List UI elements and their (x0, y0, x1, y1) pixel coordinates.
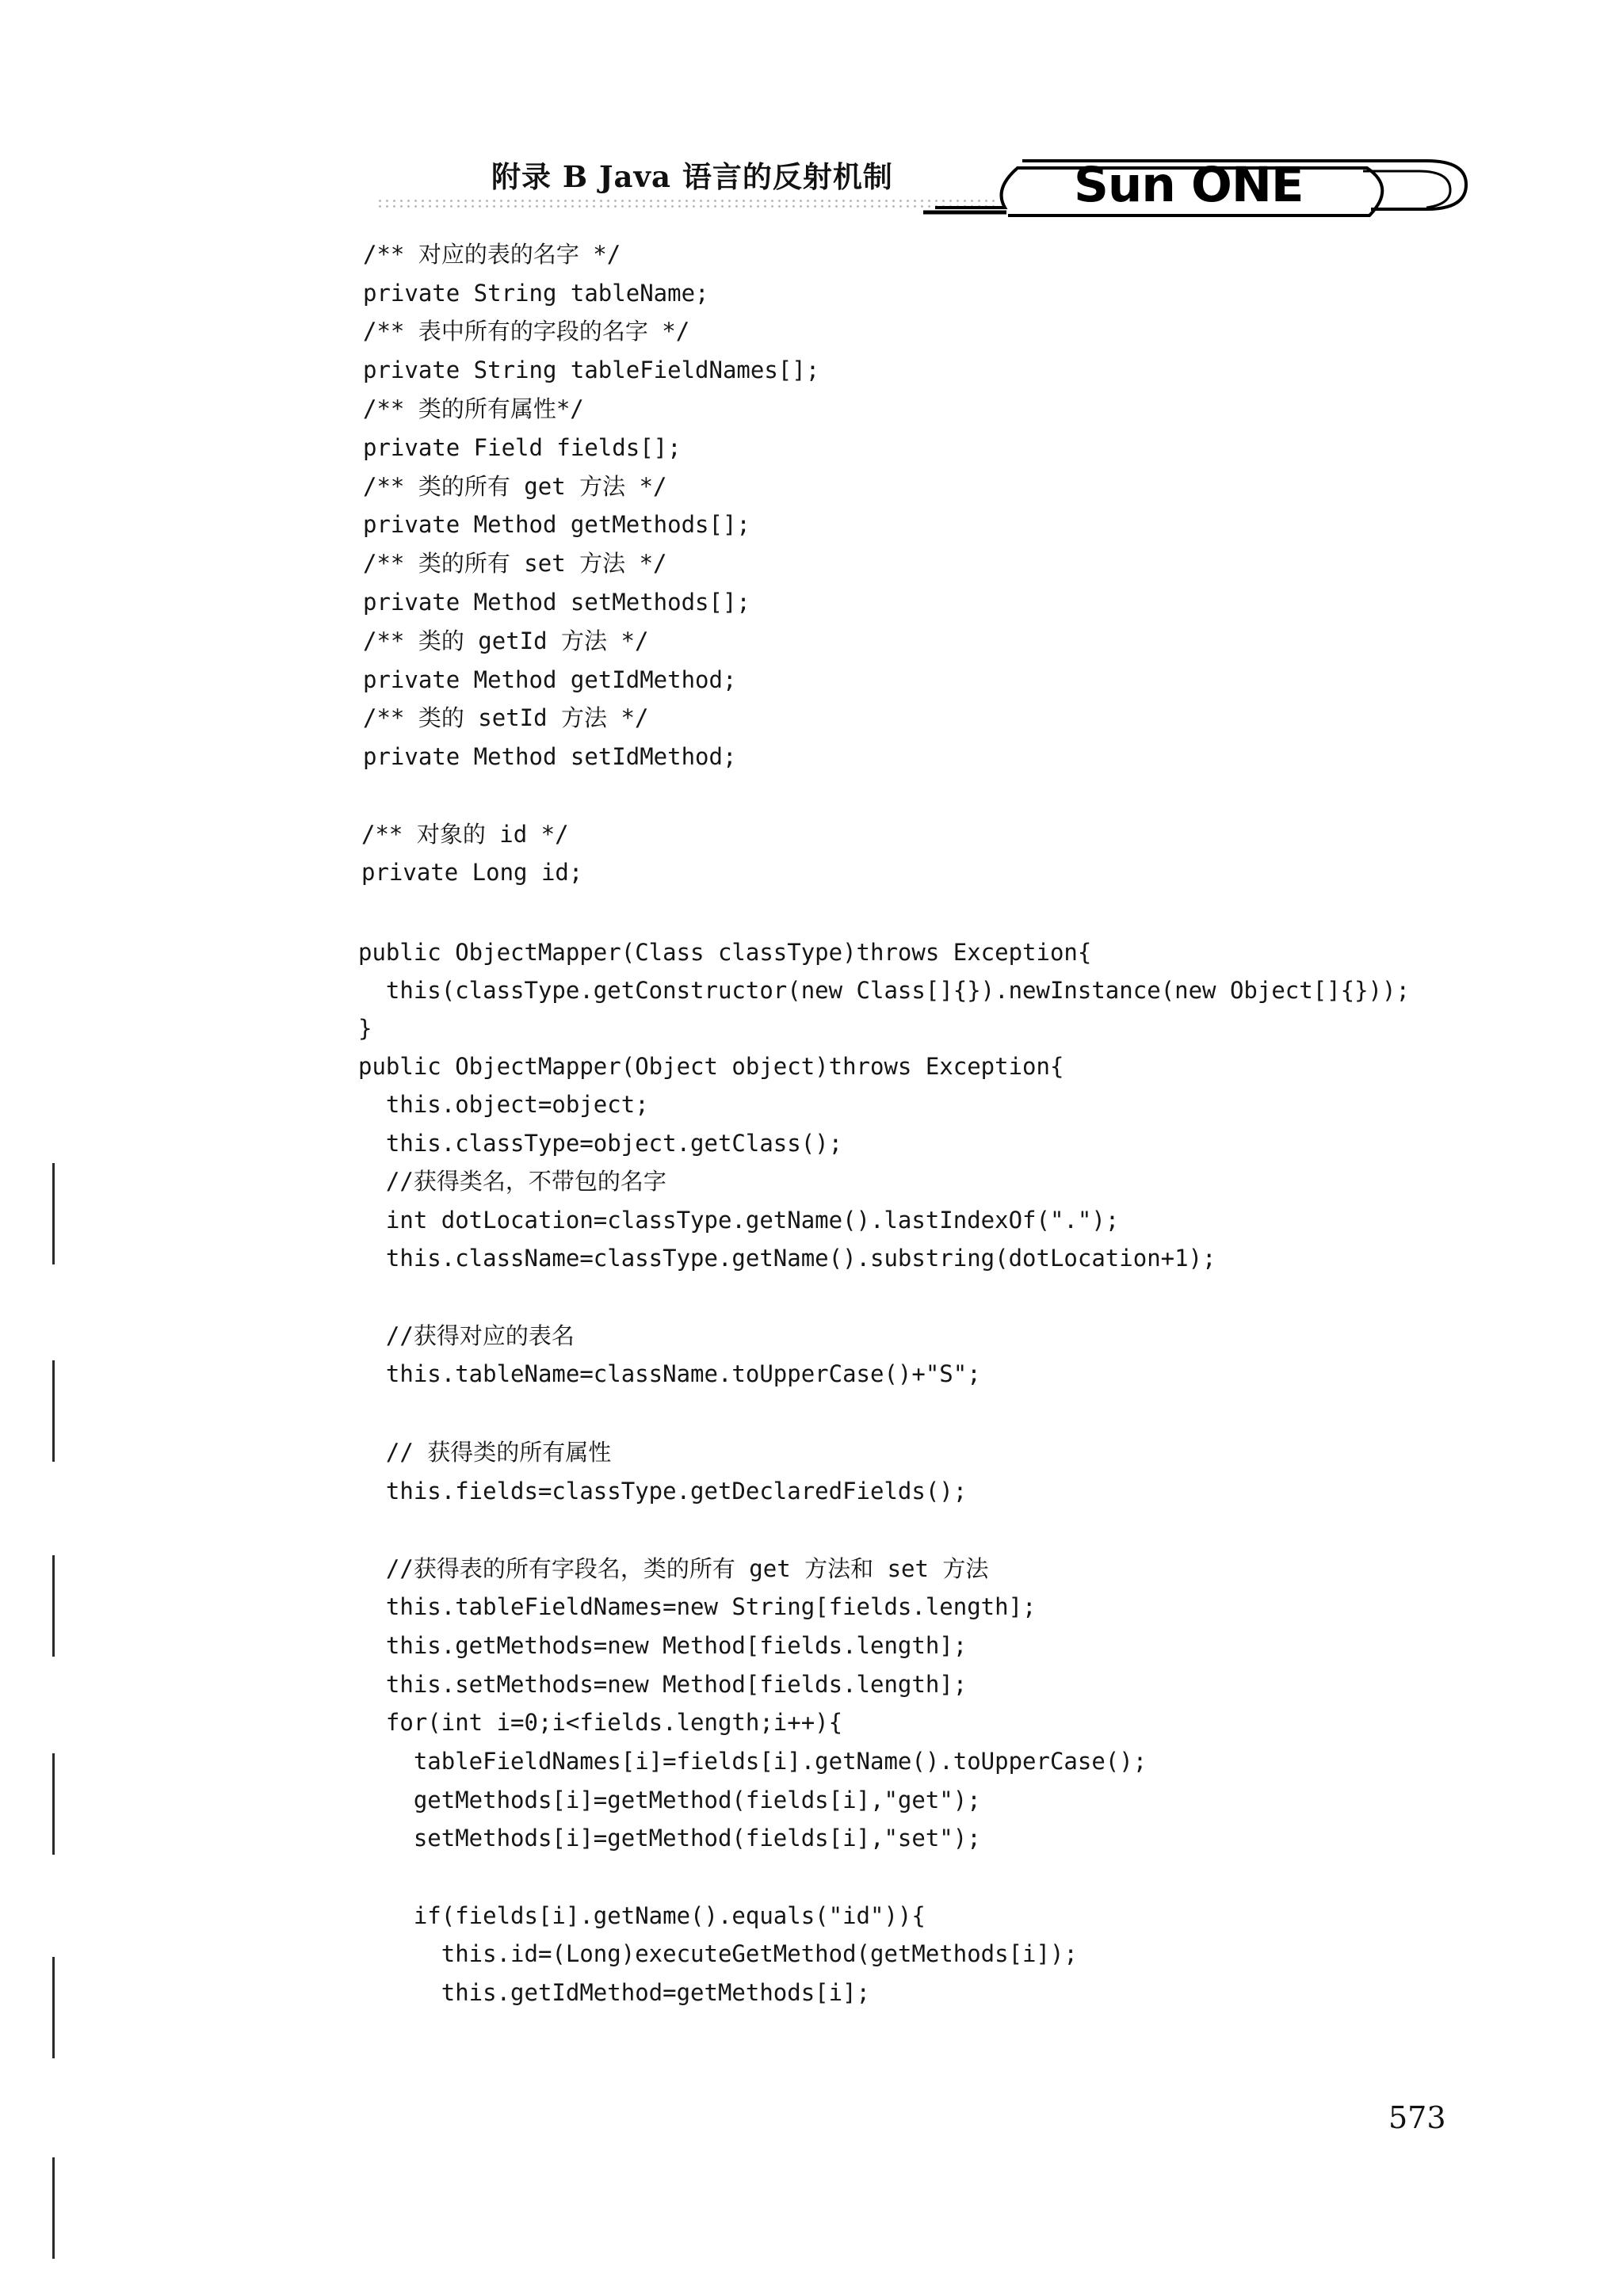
code-line: this.className=classType.getName().substring(dotLocation+1); (358, 1245, 1216, 1272)
code-line: // 获得类的所有属性 (358, 1439, 612, 1466)
code-line: private Long id; (361, 859, 583, 886)
code-line: this.tableFieldNames=new String[fields.length]; (358, 1593, 1037, 1620)
margin-change-bar (52, 1555, 55, 1657)
margin-change-bar (52, 1957, 55, 2058)
code-line: /** 对应的表的名字 */ (363, 241, 621, 268)
code-line: this.fields=classType.getDeclaredFields(); (358, 1478, 968, 1505)
code-line: private Method setIdMethod; (363, 743, 737, 770)
brand-logo-text: Sun ONE (1074, 157, 1304, 213)
code-line: getMethods[i]=getMethod(fields[i],"get"); (358, 1787, 981, 1814)
chapter-title: 附录 B Java 语言的反射机制 (491, 159, 893, 194)
code-line: setMethods[i]=getMethod(fields[i],"set"); (358, 1825, 981, 1852)
margin-change-bar (52, 1163, 55, 1264)
code-line: this.getIdMethod=getMethods[i]; (358, 1979, 871, 2006)
code-line: private String tableFieldNames[]; (363, 357, 820, 383)
code-line: /** 类的所有 get 方法 */ (363, 473, 667, 500)
code-line: this.classType=object.getClass(); (358, 1130, 843, 1157)
code-line: /** 对象的 id */ (361, 821, 569, 848)
code-line: private Method getMethods[]; (363, 511, 750, 538)
code-line: } (358, 1015, 372, 1042)
code-line: /** 类的所有属性*/ (363, 395, 584, 422)
code-line: /** 类的 getId 方法 */ (363, 627, 649, 654)
code-line: public ObjectMapper(Class classType)throws Exception{ (358, 939, 1092, 966)
margin-change-bar (52, 1360, 55, 1462)
page-header (0, 0, 1623, 238)
brand-badge-outline (0, 0, 1623, 238)
code-line: /** 类的 setId 方法 */ (363, 704, 649, 731)
page-number: 573 (1388, 2100, 1446, 2135)
code-line: this.getMethods=new Method[fields.length]; (358, 1632, 968, 1659)
code-line: this.object=object; (358, 1091, 649, 1118)
code-line: public ObjectMapper(Object object)throws Exception{ (358, 1053, 1064, 1080)
code-line: //获得表的所有字段名，类的所有 get 方法和 set 方法 (358, 1555, 989, 1582)
code-line: private Method getIdMethod; (363, 666, 737, 693)
code-line: private Field fields[]; (363, 434, 682, 461)
code-line: private String tableName; (363, 280, 709, 307)
code-line: int dotLocation=classType.getName().lastIndexOf("."); (358, 1207, 1120, 1234)
code-line: for(int i=0;i<fields.length;i++){ (358, 1709, 843, 1736)
code-line: //获得对应的表名 (358, 1322, 575, 1349)
margin-change-bar (52, 1753, 55, 1855)
code-line: //获得类名，不带包的名字 (358, 1168, 666, 1195)
code-line: private Method setMethods[]; (363, 589, 750, 616)
margin-change-bar (52, 2157, 55, 2259)
code-line: this.setMethods=new Method[fields.length]; (358, 1671, 968, 1698)
code-line: tableFieldNames[i]=fields[i].getName().toUpperCase(); (358, 1748, 1148, 1775)
code-line: this.id=(Long)executeGetMethod(getMethods[i]); (358, 1940, 1078, 1967)
code-line: this(classType.getConstructor(new Class[]{}).newInstance(new Object[]{})); (358, 977, 1410, 1004)
code-line: if(fields[i].getName().equals("id")){ (358, 1902, 926, 1929)
code-line: /** 类的所有 set 方法 */ (363, 550, 667, 577)
code-line: /** 表中所有的字段的名字 */ (363, 318, 690, 345)
code-line: this.tableName=className.toUpperCase()+"S"; (358, 1360, 981, 1387)
